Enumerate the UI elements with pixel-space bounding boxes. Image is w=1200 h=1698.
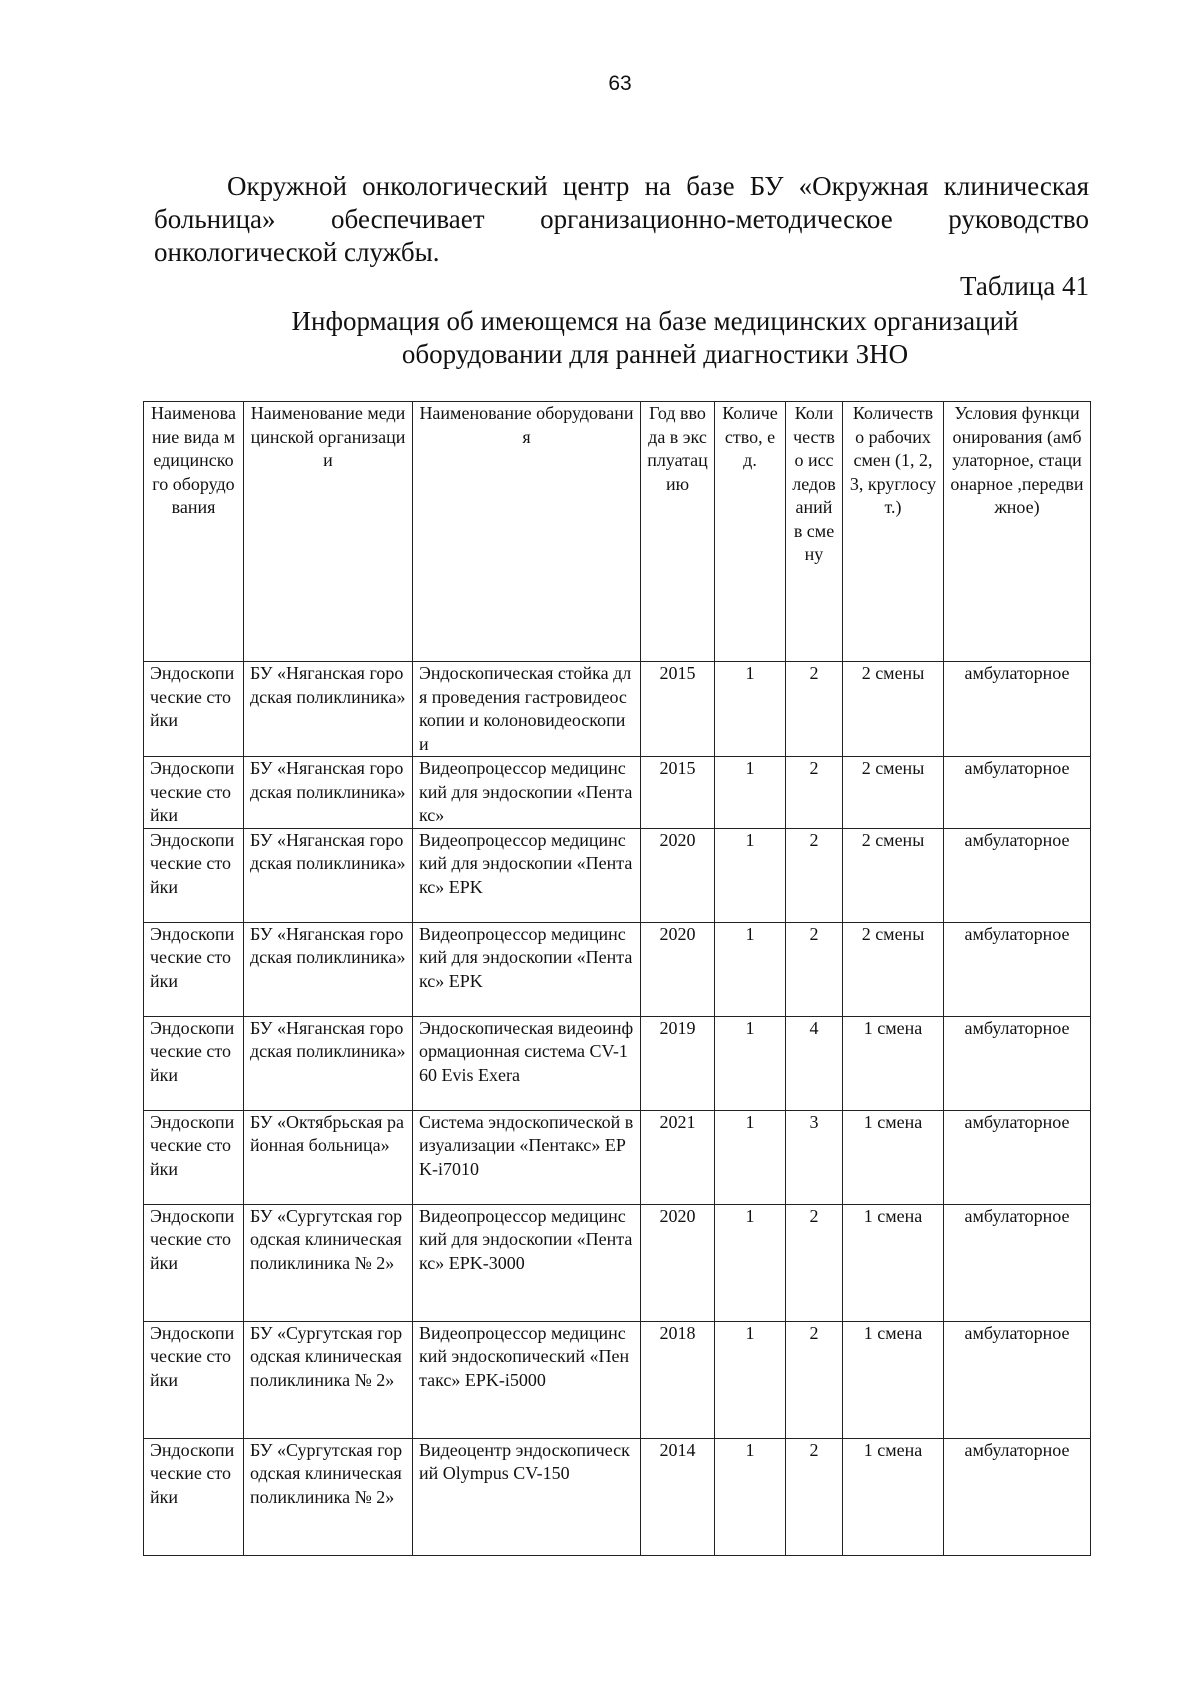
- header-quantity: Количество, ед.: [715, 402, 786, 662]
- cell-conditions: амбулаторное: [944, 1016, 1091, 1110]
- cell-studies: 2: [786, 1204, 843, 1321]
- cell-studies: 2: [786, 662, 843, 757]
- equipment-table: [143, 401, 1091, 1556]
- cell-shifts: 2 смены: [843, 828, 944, 922]
- cell-equipment-name: Видеопроцессор медицинский эндоскопический «Пентакс» EPK-i5000: [413, 1321, 641, 1438]
- cell-shifts: 1 смена: [843, 1204, 944, 1321]
- cell-organization: БУ «Няганская городская поликлиника»: [244, 662, 413, 757]
- cell-studies: 2: [786, 757, 843, 829]
- cell-shifts: 2 смены: [843, 922, 944, 1016]
- header-equipment-type: Наименование вида медицинского оборудования: [144, 402, 244, 662]
- cell-equipment-name: Видеопроцессор медицинский для эндоскопии «Пентакс» EPK: [413, 922, 641, 1016]
- cell-year: 2021: [641, 1110, 715, 1204]
- cell-conditions: амбулаторное: [944, 1204, 1091, 1321]
- cell-quantity: 1: [715, 922, 786, 1016]
- table-title-line-2: оборудовании для ранней диагностики ЗНО: [401, 339, 909, 369]
- cell-equipment-type: Эндоскопические стойки: [144, 1204, 244, 1321]
- cell-organization: БУ «Сургутская городская клиническая поликлиника № 2»: [244, 1204, 413, 1321]
- cell-conditions: амбулаторное: [944, 1110, 1091, 1204]
- cell-equipment-type: Эндоскопические стойки: [144, 1016, 244, 1110]
- cell-studies: 3: [786, 1110, 843, 1204]
- header-conditions: Условия функционирования (амбулаторное, стационарное ,передвижное): [944, 402, 1091, 662]
- cell-equipment-type: Эндоскопические стойки: [144, 922, 244, 1016]
- cell-studies: 2: [786, 1321, 843, 1438]
- cell-year: 2020: [641, 828, 715, 922]
- cell-shifts: 1 смена: [843, 1321, 944, 1438]
- header-organization: Наименование медицинской организации: [244, 402, 413, 662]
- table-row: [144, 662, 1091, 757]
- cell-equipment-type: Эндоскопические стойки: [144, 1110, 244, 1204]
- cell-year: 2020: [641, 1204, 715, 1321]
- cell-quantity: 1: [715, 1204, 786, 1321]
- cell-equipment-name: Видеопроцессор медицинский для эндоскопии «Пентакс» EPK-3000: [413, 1204, 641, 1321]
- cell-equipment-type: Эндоскопические стойки: [144, 1321, 244, 1438]
- table-row: [144, 922, 1091, 1016]
- cell-shifts: 1 смена: [843, 1110, 944, 1204]
- header-equipment-name: Наименование оборудования: [413, 402, 641, 662]
- cell-studies: 4: [786, 1016, 843, 1110]
- cell-year: 2015: [641, 757, 715, 829]
- cell-quantity: 1: [715, 1321, 786, 1438]
- cell-year: 2014: [641, 1438, 715, 1555]
- table-row: [144, 1204, 1091, 1321]
- cell-organization: БУ «Няганская городская поликлиника»: [244, 1016, 413, 1110]
- cell-organization: БУ «Няганская городская поликлиника»: [244, 757, 413, 829]
- cell-conditions: амбулаторное: [944, 662, 1091, 757]
- cell-quantity: 1: [715, 828, 786, 922]
- table-label: Таблица 41: [960, 271, 1089, 301]
- cell-equipment-name: Видеопроцессор медицинский для эндоскопии «Пентакс» EPK: [413, 828, 641, 922]
- cell-quantity: 1: [715, 1016, 786, 1110]
- cell-conditions: амбулаторное: [944, 1321, 1091, 1438]
- cell-equipment-type: Эндоскопические стойки: [144, 1438, 244, 1555]
- table-row: [144, 828, 1091, 922]
- header-year: Год ввода в эксплуатацию: [641, 402, 715, 662]
- table-title: [270, 305, 1040, 371]
- cell-shifts: 2 смены: [843, 757, 944, 829]
- cell-organization: БУ «Няганская городская поликлиника»: [244, 922, 413, 1016]
- cell-equipment-type: Эндоскопические стойки: [144, 828, 244, 922]
- cell-equipment-type: Эндоскопические стойки: [144, 662, 244, 757]
- cell-year: 2015: [641, 662, 715, 757]
- cell-equipment-type: Эндоскопические стойки: [144, 757, 244, 829]
- cell-equipment-name: Видеопроцессор медицинский для эндоскопии «Пентакс»: [413, 757, 641, 829]
- cell-studies: 2: [786, 922, 843, 1016]
- table-row: [144, 1110, 1091, 1204]
- table-row: [144, 1438, 1091, 1555]
- cell-studies: 2: [786, 1438, 843, 1555]
- cell-year: 2019: [641, 1016, 715, 1110]
- cell-conditions: амбулаторное: [944, 828, 1091, 922]
- table-row: [144, 1016, 1091, 1110]
- cell-organization: БУ «Сургутская городская клиническая поликлиника № 2»: [244, 1438, 413, 1555]
- header-shifts: Количество рабочих смен (1, 2, 3, круглосут.): [843, 402, 944, 662]
- cell-year: 2020: [641, 922, 715, 1016]
- header-studies-per-shift: Количество исследований в смену: [786, 402, 843, 662]
- cell-year: 2018: [641, 1321, 715, 1438]
- table-title-line-1: Информация об имеющемся на базе медицинских организаций: [291, 306, 1019, 336]
- cell-studies: 2: [786, 828, 843, 922]
- cell-shifts: 1 смена: [843, 1016, 944, 1110]
- cell-quantity: 1: [715, 1438, 786, 1555]
- cell-shifts: 2 смены: [843, 662, 944, 757]
- cell-quantity: 1: [715, 757, 786, 829]
- cell-equipment-name: Система эндоскопической визуализации «Пентакс» EPK-i7010: [413, 1110, 641, 1204]
- cell-equipment-name: Эндоскопическая стойка для проведения гастровидеоскопии и колоновидеоскопии: [413, 662, 641, 757]
- table-row: [144, 757, 1091, 829]
- cell-equipment-name: Видеоцентр эндоскопический Olympus CV-150: [413, 1438, 641, 1555]
- cell-quantity: 1: [715, 662, 786, 757]
- intro-paragraph: [154, 170, 1089, 269]
- cell-quantity: 1: [715, 1110, 786, 1204]
- cell-shifts: 1 смена: [843, 1438, 944, 1555]
- intro-text: Окружной онкологический центр на базе БУ «Окружная клиническая больница» обеспечивает организационно-методическое руководство онкологической службы.: [154, 171, 1089, 267]
- table-row: [144, 1321, 1091, 1438]
- cell-equipment-name: Эндоскопическая видеоинформационная система CV-160 Evis Exera: [413, 1016, 641, 1110]
- cell-organization: БУ «Няганская городская поликлиника»: [244, 828, 413, 922]
- cell-organization: БУ «Сургутская городская клиническая поликлиника № 2»: [244, 1321, 413, 1438]
- cell-organization: БУ «Октябрьская районная больница»: [244, 1110, 413, 1204]
- page-number: 63: [608, 72, 632, 95]
- cell-conditions: амбулаторное: [944, 757, 1091, 829]
- table-header-row: [144, 402, 1091, 662]
- cell-conditions: амбулаторное: [944, 922, 1091, 1016]
- cell-conditions: амбулаторное: [944, 1438, 1091, 1555]
